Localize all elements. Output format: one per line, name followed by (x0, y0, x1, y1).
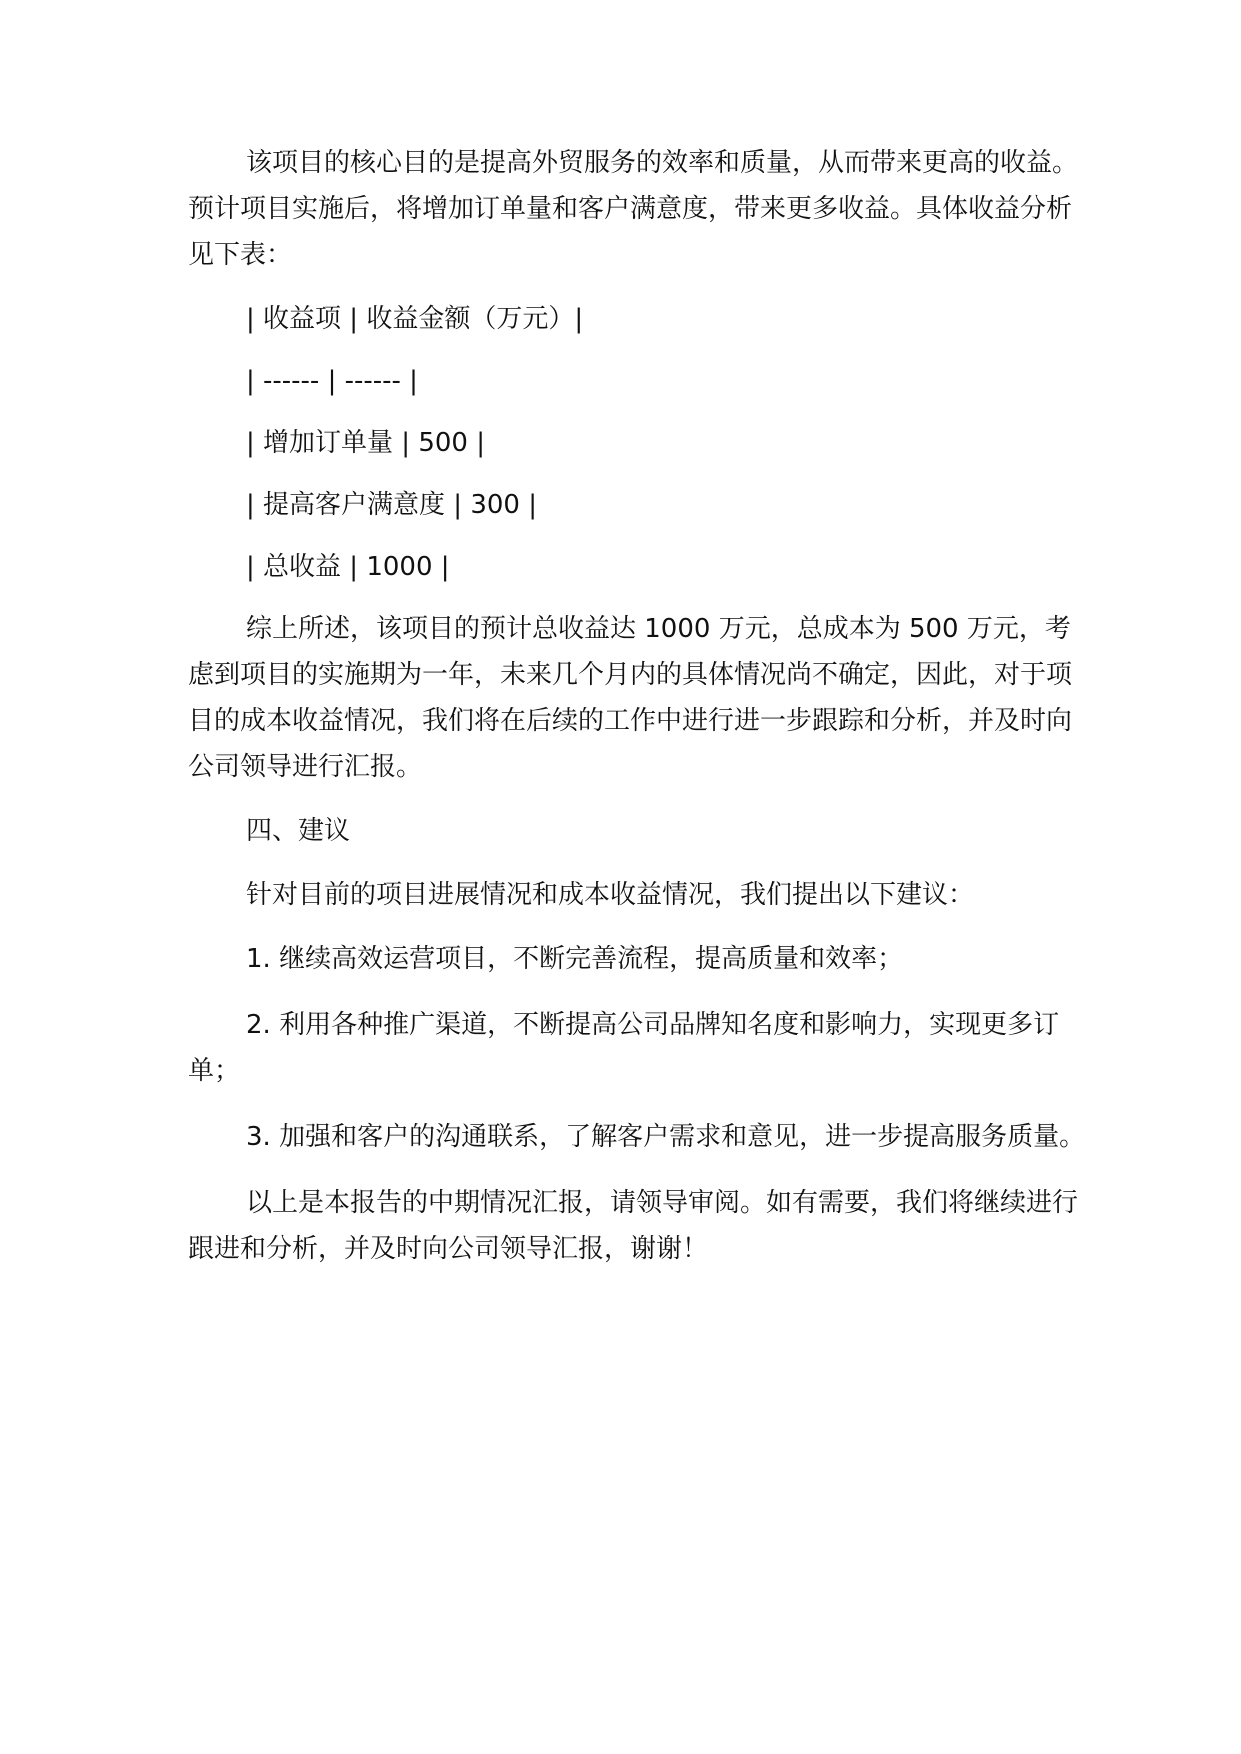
document-page (188, 140, 1088, 1272)
paragraph-summary: 综上所述，该项目的预计总收益达 1000 万元，总成本为 500 万元，考虑到项目的实施期为一年，未来几个月内的具体情况尚不确定，因此，对于项目的成本收益情况，我们将在后续的工作中进行进一步跟踪和分析，并及时向公司领导进行汇报。 (188, 614, 1073, 782)
table-row-satisfaction: | 提高客户满意度 | 300 | (246, 490, 537, 520)
table-separator-line: | ------ | ------ | (246, 366, 418, 396)
table-header-line: | 收益项 | 收益金额（万元）| (246, 304, 584, 334)
paragraph-suggestions-intro: 针对目前的项目进展情况和成本收益情况，我们提出以下建议： (246, 880, 975, 910)
table-row-total: | 总收益 | 1000 | (246, 552, 450, 582)
table-row-orders: | 增加订单量 | 500 | (246, 428, 485, 458)
paragraph-benefit-intro: 该项目的核心目的是提高外贸服务的效率和质量，从而带来更高的收益。预计项目实施后，将增加订单量和客户满意度，带来更多收益。具体收益分析见下表： (188, 148, 1079, 270)
suggestion-item-1: 1. 继续高效运营项目，不断完善流程，提高质量和效率； (246, 944, 904, 974)
paragraph-closing: 以上是本报告的中期情况汇报，请领导审阅。如有需要，我们将继续进行跟进和分析，并及时向公司领导汇报，谢谢！ (188, 1188, 1079, 1264)
suggestion-item-3: 3. 加强和客户的沟通联系，了解客户需求和意见，进一步提高服务质量。 (246, 1122, 1086, 1152)
suggestion-item-2: 2. 利用各种推广渠道，不断提高公司品牌知名度和影响力，实现更多订单； (188, 1010, 1060, 1086)
section-title-suggestions: 四、建议 (246, 816, 351, 846)
